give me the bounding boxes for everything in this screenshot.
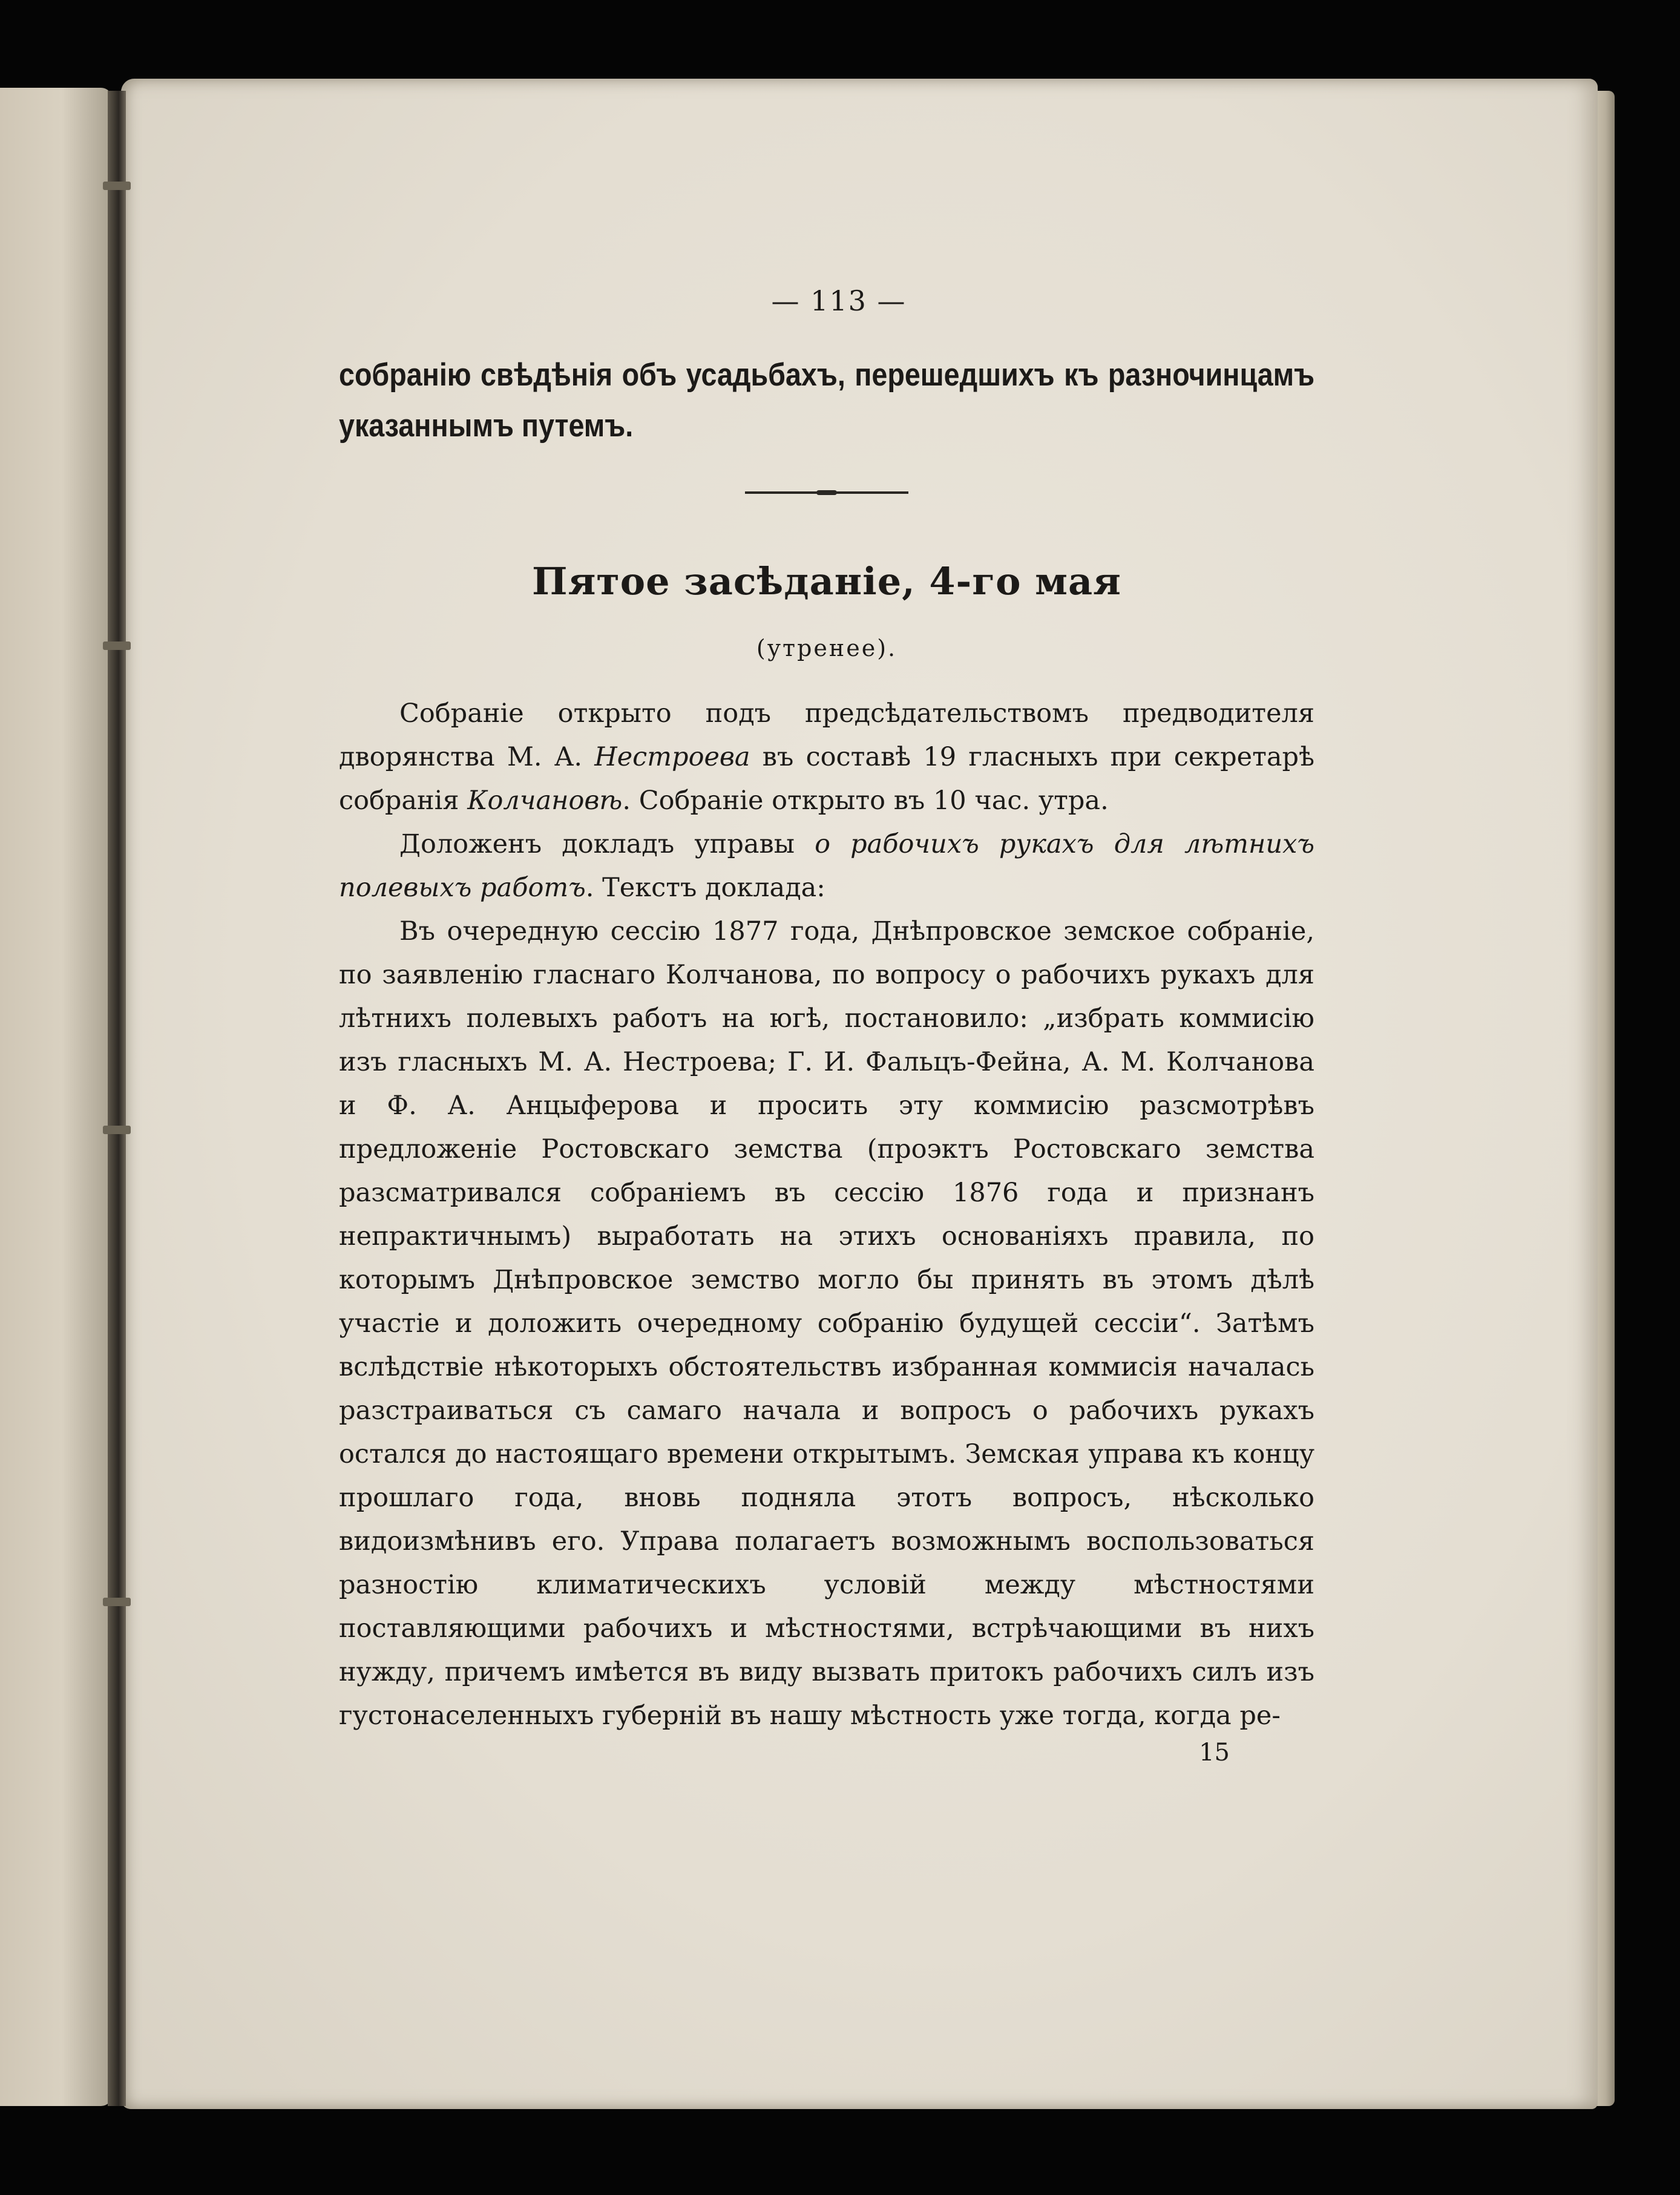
section-divider: [745, 491, 908, 494]
paragraph-report-text: [339, 910, 1314, 1737]
italic-topic: о рабочихъ рукахъ для лѣтнихъ полевыхъ работъ: [339, 829, 1314, 903]
paragraph-report: [339, 822, 1314, 910]
book-gutter: [108, 91, 126, 2106]
left-page-edge: [0, 88, 112, 2106]
binding-stitch: [103, 1598, 131, 1606]
closing-bold-paragraph: собранію свѣдѣнія объ усадьбахъ, перешедшихъ къ разночинцамъ указаннымъ путемъ.: [339, 357, 1315, 444]
paragraph-text: . Текстъ доклада:: [585, 873, 825, 903]
paragraph-text: въ составѣ 19 гласныхъ при секретарѣ собранія: [339, 742, 1314, 816]
signature-mark: 15: [1199, 1739, 1230, 1767]
italic-name: Колчановѣ: [467, 786, 623, 816]
paragraph-text: . Собраніе открыто въ 10 час. утра.: [622, 786, 1109, 816]
section-title: Пятое засѣданіе, 4-го мая: [532, 559, 1121, 603]
page-number: — 113 —: [771, 284, 907, 317]
paragraph-text: Доложенъ докладъ управы: [399, 829, 815, 859]
section-subtitle: (утренее).: [756, 635, 897, 661]
binding-stitch: [103, 641, 131, 650]
paragraph-text: Собраніе открыто подъ предсѣдательствомъ предводителя дворянства М. А.: [339, 698, 1314, 772]
paragraph-text: Въ очередную сессію 1877 года, Днѣпровское земское собраніе, по заявленію гласнаго Колчанова, по вопросу о рабочихъ рукахъ для лѣтнихъ полевыхъ работъ на югѣ, постановило: „избрать коммисію изъ гласныхъ М. А. Нестроева; Г. И. Фальцъ-Фейна, А. М. Колчанова и Ф. А. Анцыферова и просить эту коммисію разсмотрѣвъ предложеніе Ростовскаго земства (проэктъ Ростовскаго земства разсматривался собраніемъ въ сессію 1876 года и признанъ непрактичнымъ) выработать на этихъ основаніяхъ правила, по которымъ Днѣпровское земство могло бы принять въ этомъ дѣлѣ участіе и доложить очередному собранію будущей сессіи“. Затѣмъ вслѣдствіе нѣкоторыхъ обстоятельствъ избранная коммисія началась разстраиваться съ самаго начала и вопросъ о рабочихъ рукахъ остался до настоящаго времени открытымъ. Земская управа къ концу прошлаго года, вновь подняла этотъ вопросъ, нѣсколько видоизмѣнивъ его. Управа полагаетъ возможнымъ воспользоваться разностію климатическихъ условій между мѣстностями поставляющими рабочихъ и мѣстностями, встрѣчающими въ нихъ нужду, причемъ имѣется въ виду вызвать притокъ рабочихъ силъ изъ густонаселенныхъ губерній въ нашу мѣстность уже тогда, когда ре-: [339, 916, 1314, 1731]
binding-stitch: [103, 1126, 131, 1134]
italic-name: Нестроева: [594, 742, 750, 772]
paragraph-opening: [339, 692, 1314, 822]
page-text: [339, 284, 1314, 1767]
binding-stitch: [103, 182, 131, 190]
